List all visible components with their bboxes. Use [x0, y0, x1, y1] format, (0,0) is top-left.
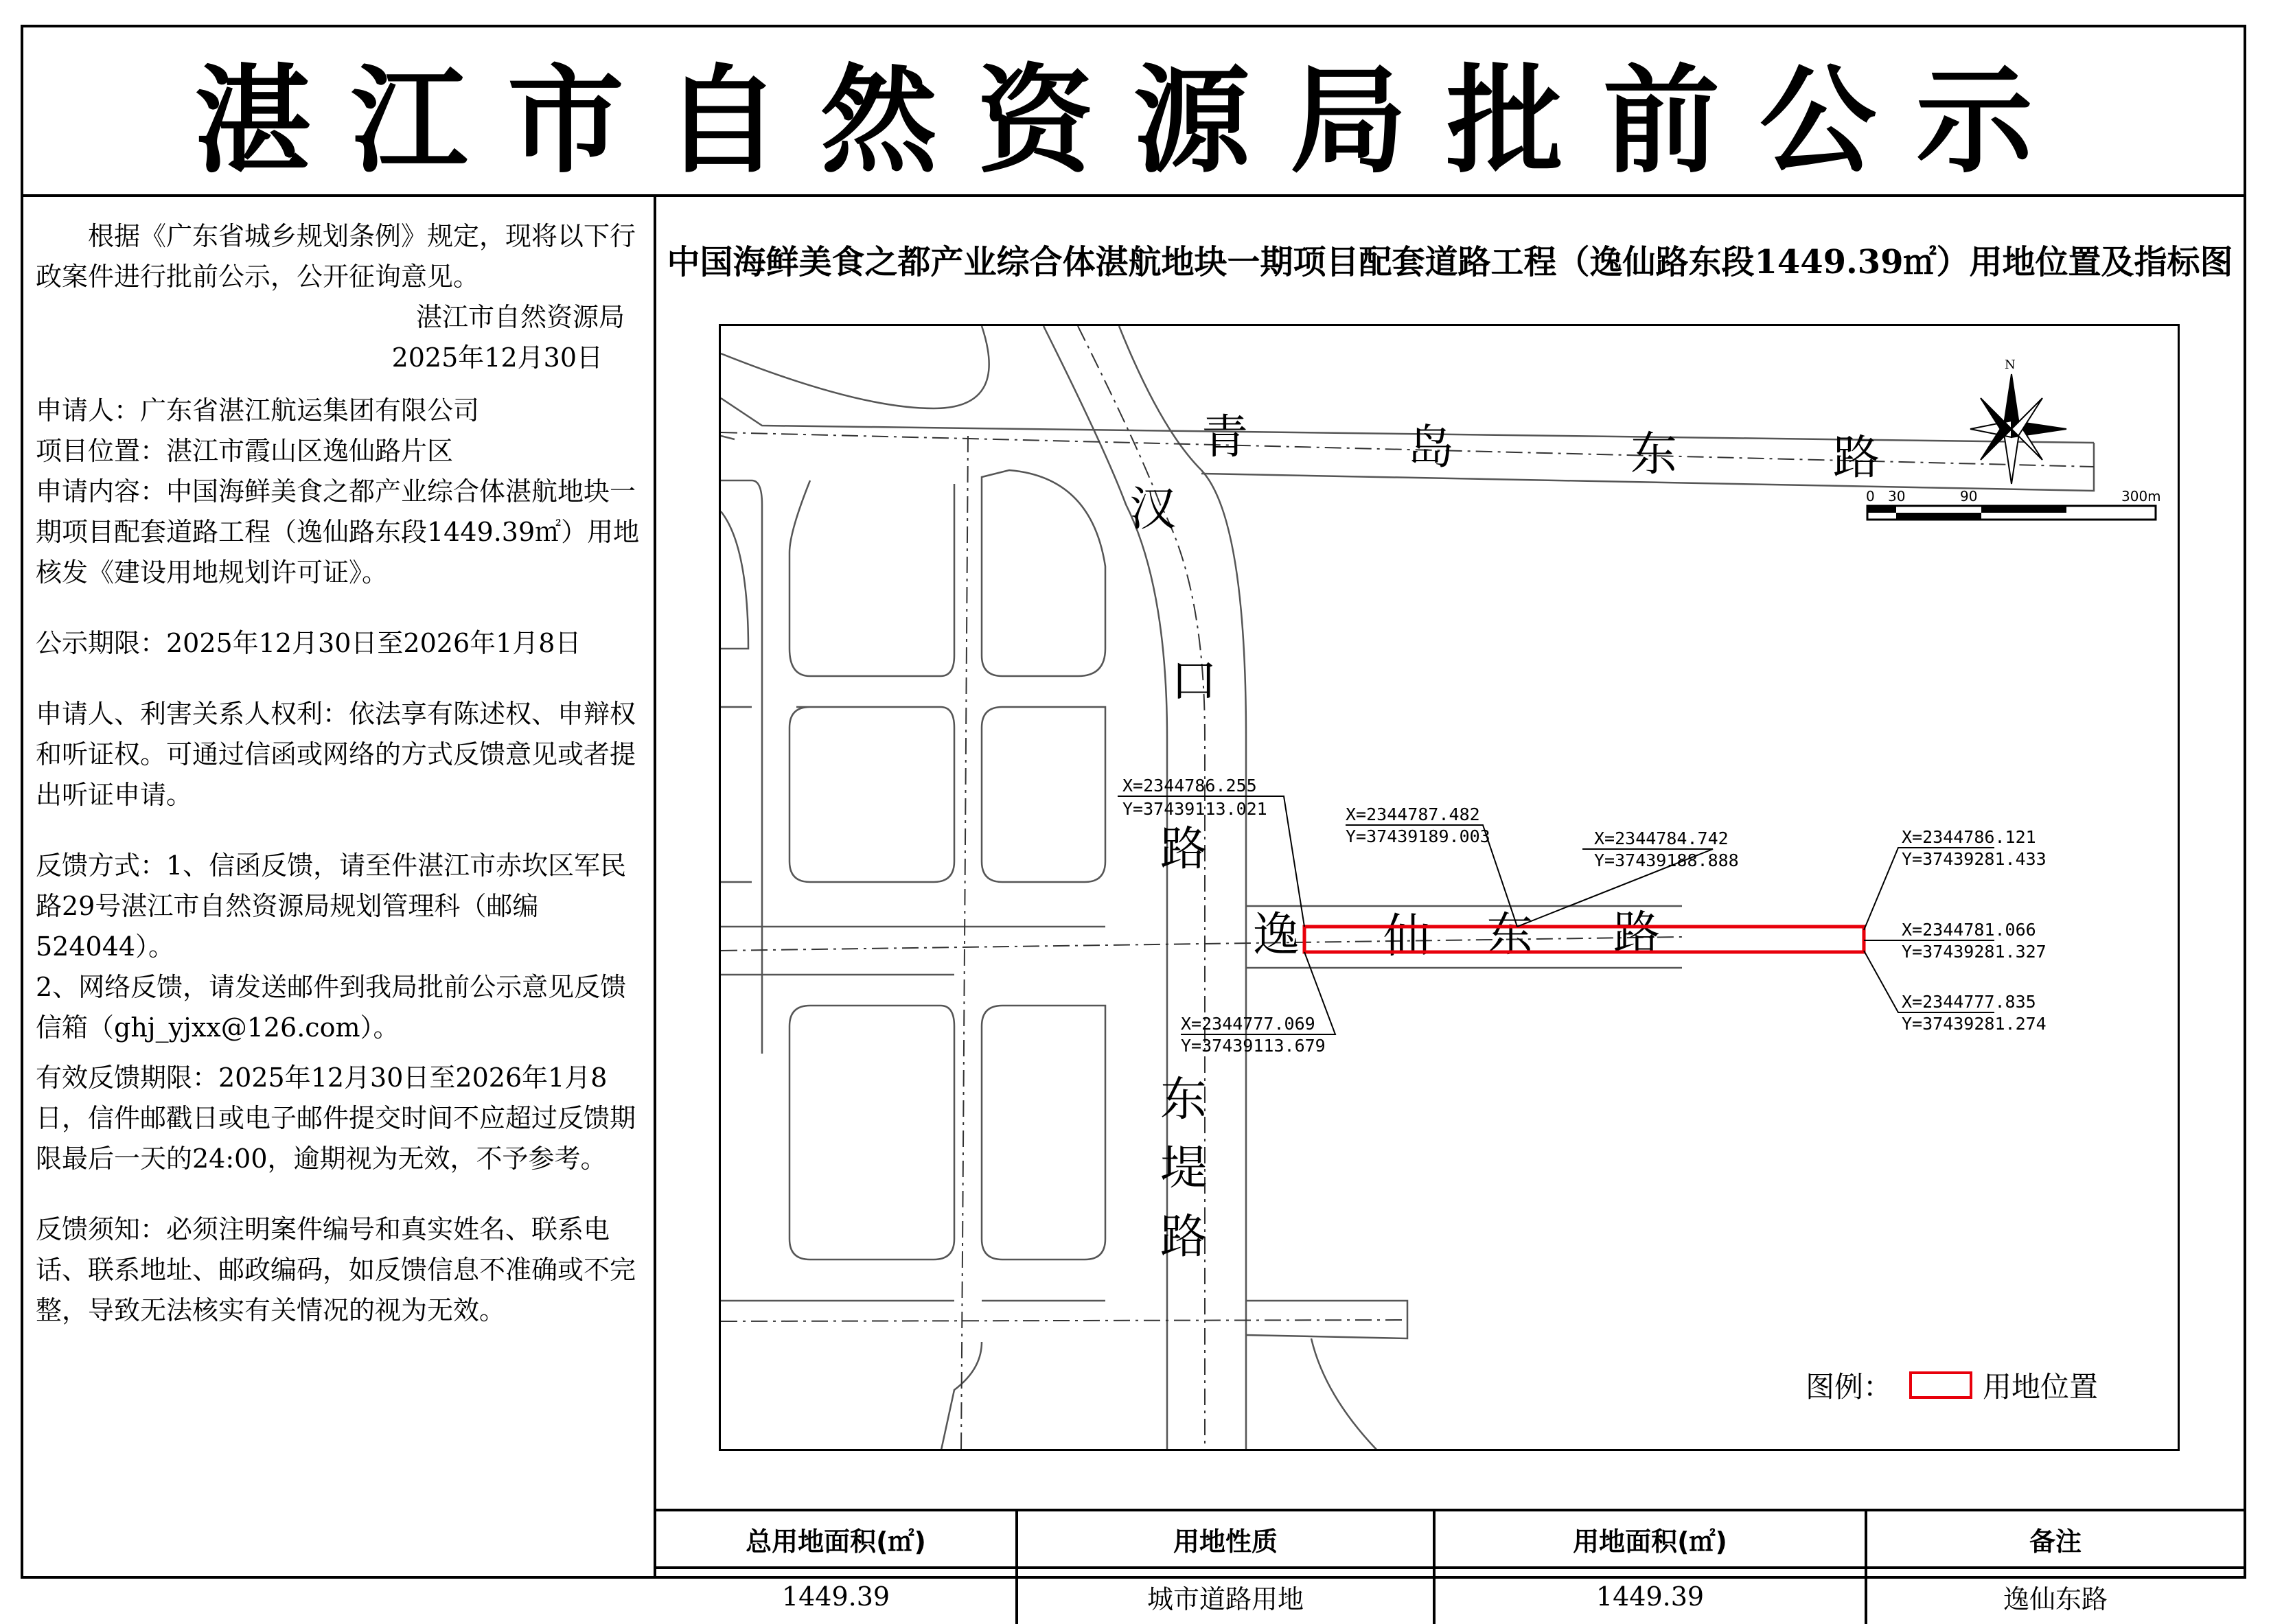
- coord-5-x: X=2344777.835: [1902, 992, 2036, 1012]
- coord-1-y: Y=37439189.003: [1346, 826, 1490, 846]
- legend-item: 用地位置: [1983, 1370, 2099, 1404]
- road-label-yixian-3: 路: [1613, 907, 1661, 961]
- coord-5-y: Y=37439281.274: [1902, 1014, 2047, 1034]
- notice-feedback-method-1: 反馈方式：1、信函反馈，请至件湛江市赤坎区军民路29号湛江市自然资源局规划管理科（邮编524044）。: [36, 850, 627, 962]
- road-label-hankou-1: 口: [1171, 654, 1218, 708]
- scale-tick-0: 0: [1866, 488, 1875, 504]
- table-cell: 逸仙东路: [1866, 1568, 2244, 1624]
- notice-requirements: 反馈须知：必须注明案件编号和真实姓名、联系电话、联系地址、邮政编码，如反馈信息不准确或不完整，导致无法核实有关情况的视为无效。: [36, 1214, 636, 1325]
- road-label-yixian-1: 仙: [1383, 909, 1431, 964]
- table-cell: 1449.39: [656, 1568, 1017, 1624]
- notice-valid-period: 有效反馈期限：2025年12月30日至2026年1月8日，信件邮戳日或电子邮件提交时间不应超过反馈期限最后一天的24:00，逾期视为无效，不予参考。: [36, 1063, 636, 1174]
- table-header: 总用地面积(㎡): [656, 1510, 1017, 1568]
- notice-frame: [21, 25, 2246, 1614]
- road-label-yixian-0: 逸: [1253, 908, 1300, 962]
- map-panel: [656, 197, 2244, 1614]
- notice-location: 项目位置：湛江市霞山区逸仙路片区: [36, 436, 454, 466]
- road-label-qingdao-3: 路: [1833, 431, 1880, 485]
- coord-2-y: Y=37439188.888: [1594, 850, 1739, 870]
- notice-rights: 申请人、利害关系人权利：依法享有陈述权、申辩权和听证权。可通过信函或网络的方式反馈意见或者提出听证申请。: [36, 699, 636, 810]
- notice-period: 公示期限：2025年12月30日至2026年1月8日: [36, 628, 581, 658]
- road-label-hankou-0: 汉: [1129, 483, 1177, 537]
- legend-label: 图例：: [1806, 1370, 1893, 1404]
- coord-6-y: Y=37439113.679: [1181, 1036, 1326, 1056]
- notice-content: 申请内容：中国海鲜美食之都产业综合体湛航地块一期项目配套道路工程（逸仙路东段1449.39㎡）用地核发《建设用地规划许可证》。: [36, 476, 640, 588]
- table-cell: 城市道路用地: [1017, 1568, 1434, 1624]
- notice-date: 2025年12月30日: [391, 343, 603, 373]
- notice-feedback-method-2: 2、网络反馈，请发送邮件到我局批前公示意见反馈信箱（ghj_yjxx@126.com）。: [36, 972, 627, 1043]
- scale-tick-300: 300m: [2121, 488, 2161, 504]
- legend-swatch: [1911, 1373, 1971, 1397]
- north-arrow-icon: [1970, 358, 2066, 484]
- road-label-qingdao-1: 岛: [1407, 421, 1455, 475]
- road-label-dongdi-0: 东: [1160, 1073, 1208, 1127]
- svg-text:N: N: [2005, 358, 2016, 372]
- scale-bar: [1866, 488, 2161, 520]
- road-label-dongdi-2: 路: [1160, 1210, 1208, 1264]
- scale-tick-30: 30: [1888, 488, 1906, 504]
- coordinate-leaders: [1118, 796, 1994, 1034]
- scale-tick-90: 90: [1960, 488, 1978, 504]
- road-labels: [1129, 410, 1880, 1264]
- notice-text-panel: [23, 197, 656, 1576]
- coord-4-y: Y=37439281.327: [1902, 942, 2047, 962]
- road-label-hankou-2: 路: [1160, 822, 1208, 877]
- coord-6-x: X=2344777.069: [1181, 1014, 1315, 1034]
- table-row: [656, 1568, 2244, 1624]
- legend: [1806, 1370, 2098, 1404]
- table-cell: 1449.39: [1434, 1568, 1866, 1624]
- map-title: 中国海鲜美食之都产业综合体湛航地块一期项目配套道路工程（逸仙路东段1449.39㎡）用地位置及指标图: [667, 243, 2233, 281]
- coord-2-x: X=2344784.742: [1594, 828, 1729, 848]
- coord-0-y: Y=37439113.021: [1122, 799, 1267, 819]
- road-label-qingdao-2: 东: [1630, 428, 1678, 482]
- table-header: 备注: [1866, 1510, 2244, 1568]
- location-map: [719, 324, 2180, 1451]
- coord-0-x: X=2344786.255: [1122, 776, 1257, 796]
- coord-3-x: X=2344786.121: [1902, 827, 2036, 847]
- coord-3-y: Y=37439281.433: [1902, 849, 2047, 869]
- road-label-dongdi-1: 堤: [1160, 1141, 1208, 1196]
- page-title: 湛江市自然资源局批前公示: [23, 27, 2244, 197]
- notice-applicant: 申请人：广东省湛江航运集团有限公司: [36, 395, 480, 426]
- table-header: 用地面积(㎡): [1434, 1510, 1866, 1568]
- coord-1-x: X=2344787.482: [1346, 804, 1480, 824]
- table-header: 用地性质: [1017, 1510, 1434, 1568]
- road-label-qingdao-0: 青: [1201, 410, 1249, 465]
- notice-issuer: 湛江市自然资源局: [415, 302, 625, 332]
- land-use-table: [656, 1509, 2244, 1624]
- coord-4-x: X=2344781.066: [1902, 920, 2036, 940]
- notice-intro: 根据《广东省城乡规划条例》规定，现将以下行政案件进行批前公示，公开征询意见。: [36, 221, 636, 292]
- table-header-row: [656, 1510, 2244, 1568]
- road-label-yixian-2: 东: [1486, 908, 1534, 962]
